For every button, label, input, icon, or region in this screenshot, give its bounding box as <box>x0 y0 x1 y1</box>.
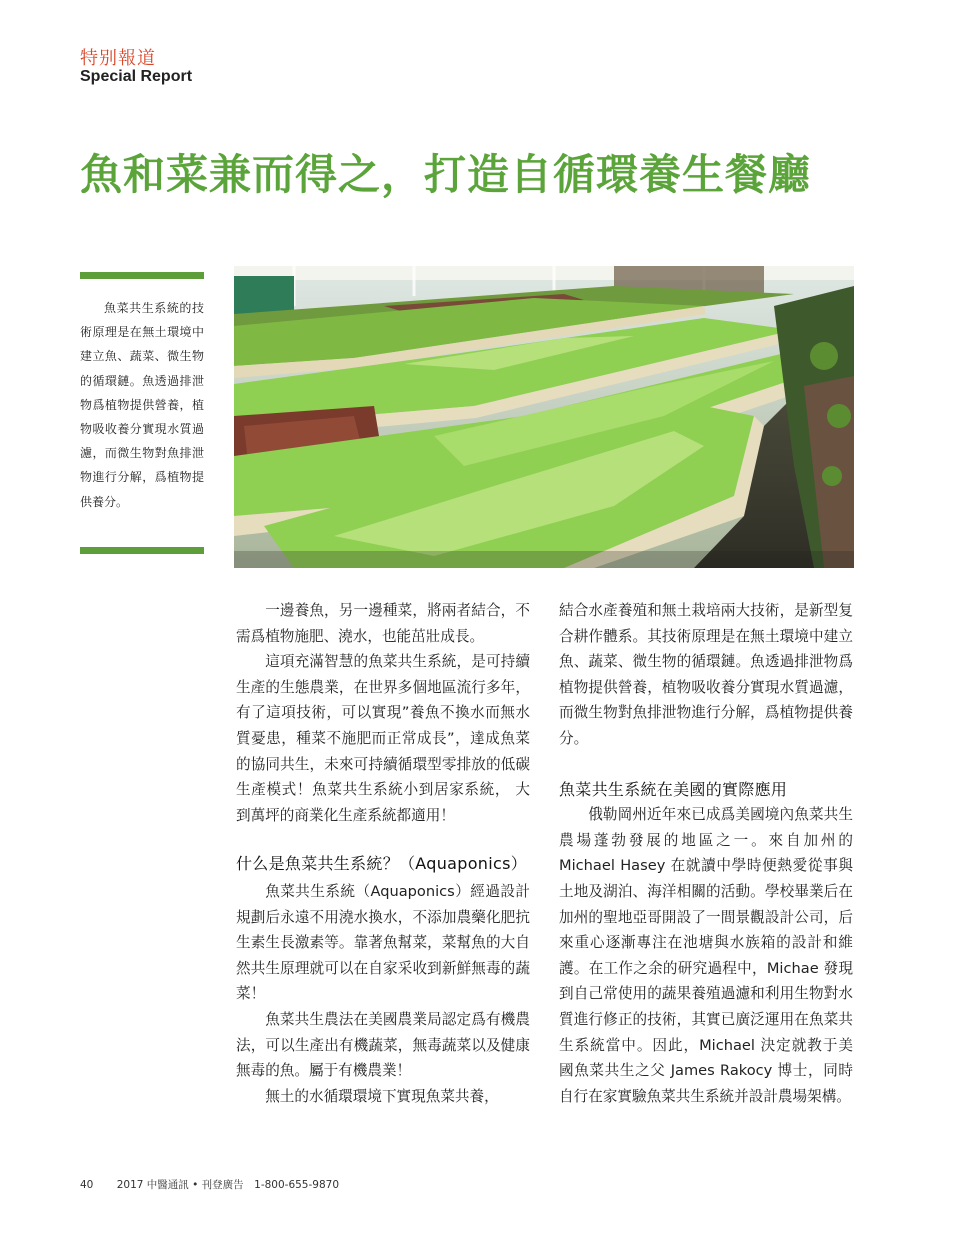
paragraph: 魚菜共生系統（Aquaponics）經過設計規劃后永遠不用澆水換水，不添加農藥化肥抗生素生長激素等。靠著魚幫菜，菜幫魚的大自然共生原理就可以在自家采收到新鮮無毒的蔬菜！ <box>236 882 530 1003</box>
greenhouse-aquaponics-photo <box>234 266 854 568</box>
subheading-what-is-aquaponics: 什么是魚菜共生系統？（Aquaponics） <box>236 854 528 874</box>
article-column-left <box>236 598 530 1109</box>
article-title: 魚和菜兼而得之，打造自循環養生餐廳 <box>80 150 812 199</box>
paragraph: 一邊養魚，另一邊種菜，將兩者結合，不需爲植物施肥、澆水，也能茁壯成長。 <box>236 602 530 645</box>
paragraph: 這項充滿智慧的魚菜共生系統，是可持續生產的生態農業，在世界多個地區流行多年，有了這項技術，可以實現”養魚不換水而無水質憂患，種菜不施肥而正常成長”，達成魚菜的協同共生，未來可持續循環型零排放的低碳生產模式！魚菜共生系統小到居家系統， 大到萬坪的商業化生產系統都適用！ <box>236 653 530 824</box>
page-number: 40 <box>80 1179 94 1191</box>
page-footer <box>80 1177 339 1192</box>
section-label-zh: 特别報道 <box>80 48 156 69</box>
section-label-en: Special Report <box>80 68 193 85</box>
paragraph: 魚菜共生農法在美國農業局認定爲有機農法，可以生產出有機蔬菜，無毒蔬菜以及健康無毒的魚。屬于有機農業！ <box>236 1010 530 1080</box>
paragraph: 無土的水循環環境下實現魚菜共養， <box>265 1087 499 1105</box>
article-column-right <box>559 598 853 1109</box>
sidebar-top-rule <box>80 272 204 279</box>
subheading-us-application: 魚菜共生系統在美國的實際應用 <box>559 779 788 799</box>
footer-text: 2017 中醫通訊 • 刊登廣告 1-800-655-9870 <box>116 1179 339 1191</box>
paragraph: 結合水產養殖和無土栽培兩大技術，是新型复合耕作體系。其技術原理是在無土環境中建立魚、蔬菜、微生物的循環鏈。魚透過排泄物爲植物提供營養，植物吸收養分實現水質過濾，而微生物對魚排泄物進行分解，爲植物提供養分。 <box>559 602 853 747</box>
sidebar-callout: 魚菜共生系統的技術原理是在無土環境中建立魚、蔬菜、微生物的循環鏈。魚透過排泄物爲植物提供營養，植物吸收養分實現水質過濾，而微生物對魚排泄物進行分解，爲植物提供養分。 <box>80 301 204 509</box>
sidebar-bottom-rule <box>80 547 204 554</box>
paragraph: 俄勒岡州近年來已成爲美國境內魚菜共生農場蓬勃發展的地區之一。來自加州的 Michael Hasey 在就讀中學時便熱愛從事與土地及湖泊、海洋相關的活動。學校畢業后在加州的聖地亞哥開設了一間景觀設計公司，后來重心逐漸專注在池塘與水族箱的設計和維護。在工作之余的研究過程中，Michae 發現到自己常使用的蔬果養殖過濾和利用生物對水質進行修正的技術，其實已廣泛運用在魚菜共生系統當中。因此，Michael 決定就教于美國魚菜共生之父 James Rakocy 博士，同時自行在家實驗魚菜共生系統并設計農場架構。 <box>559 806 853 1105</box>
